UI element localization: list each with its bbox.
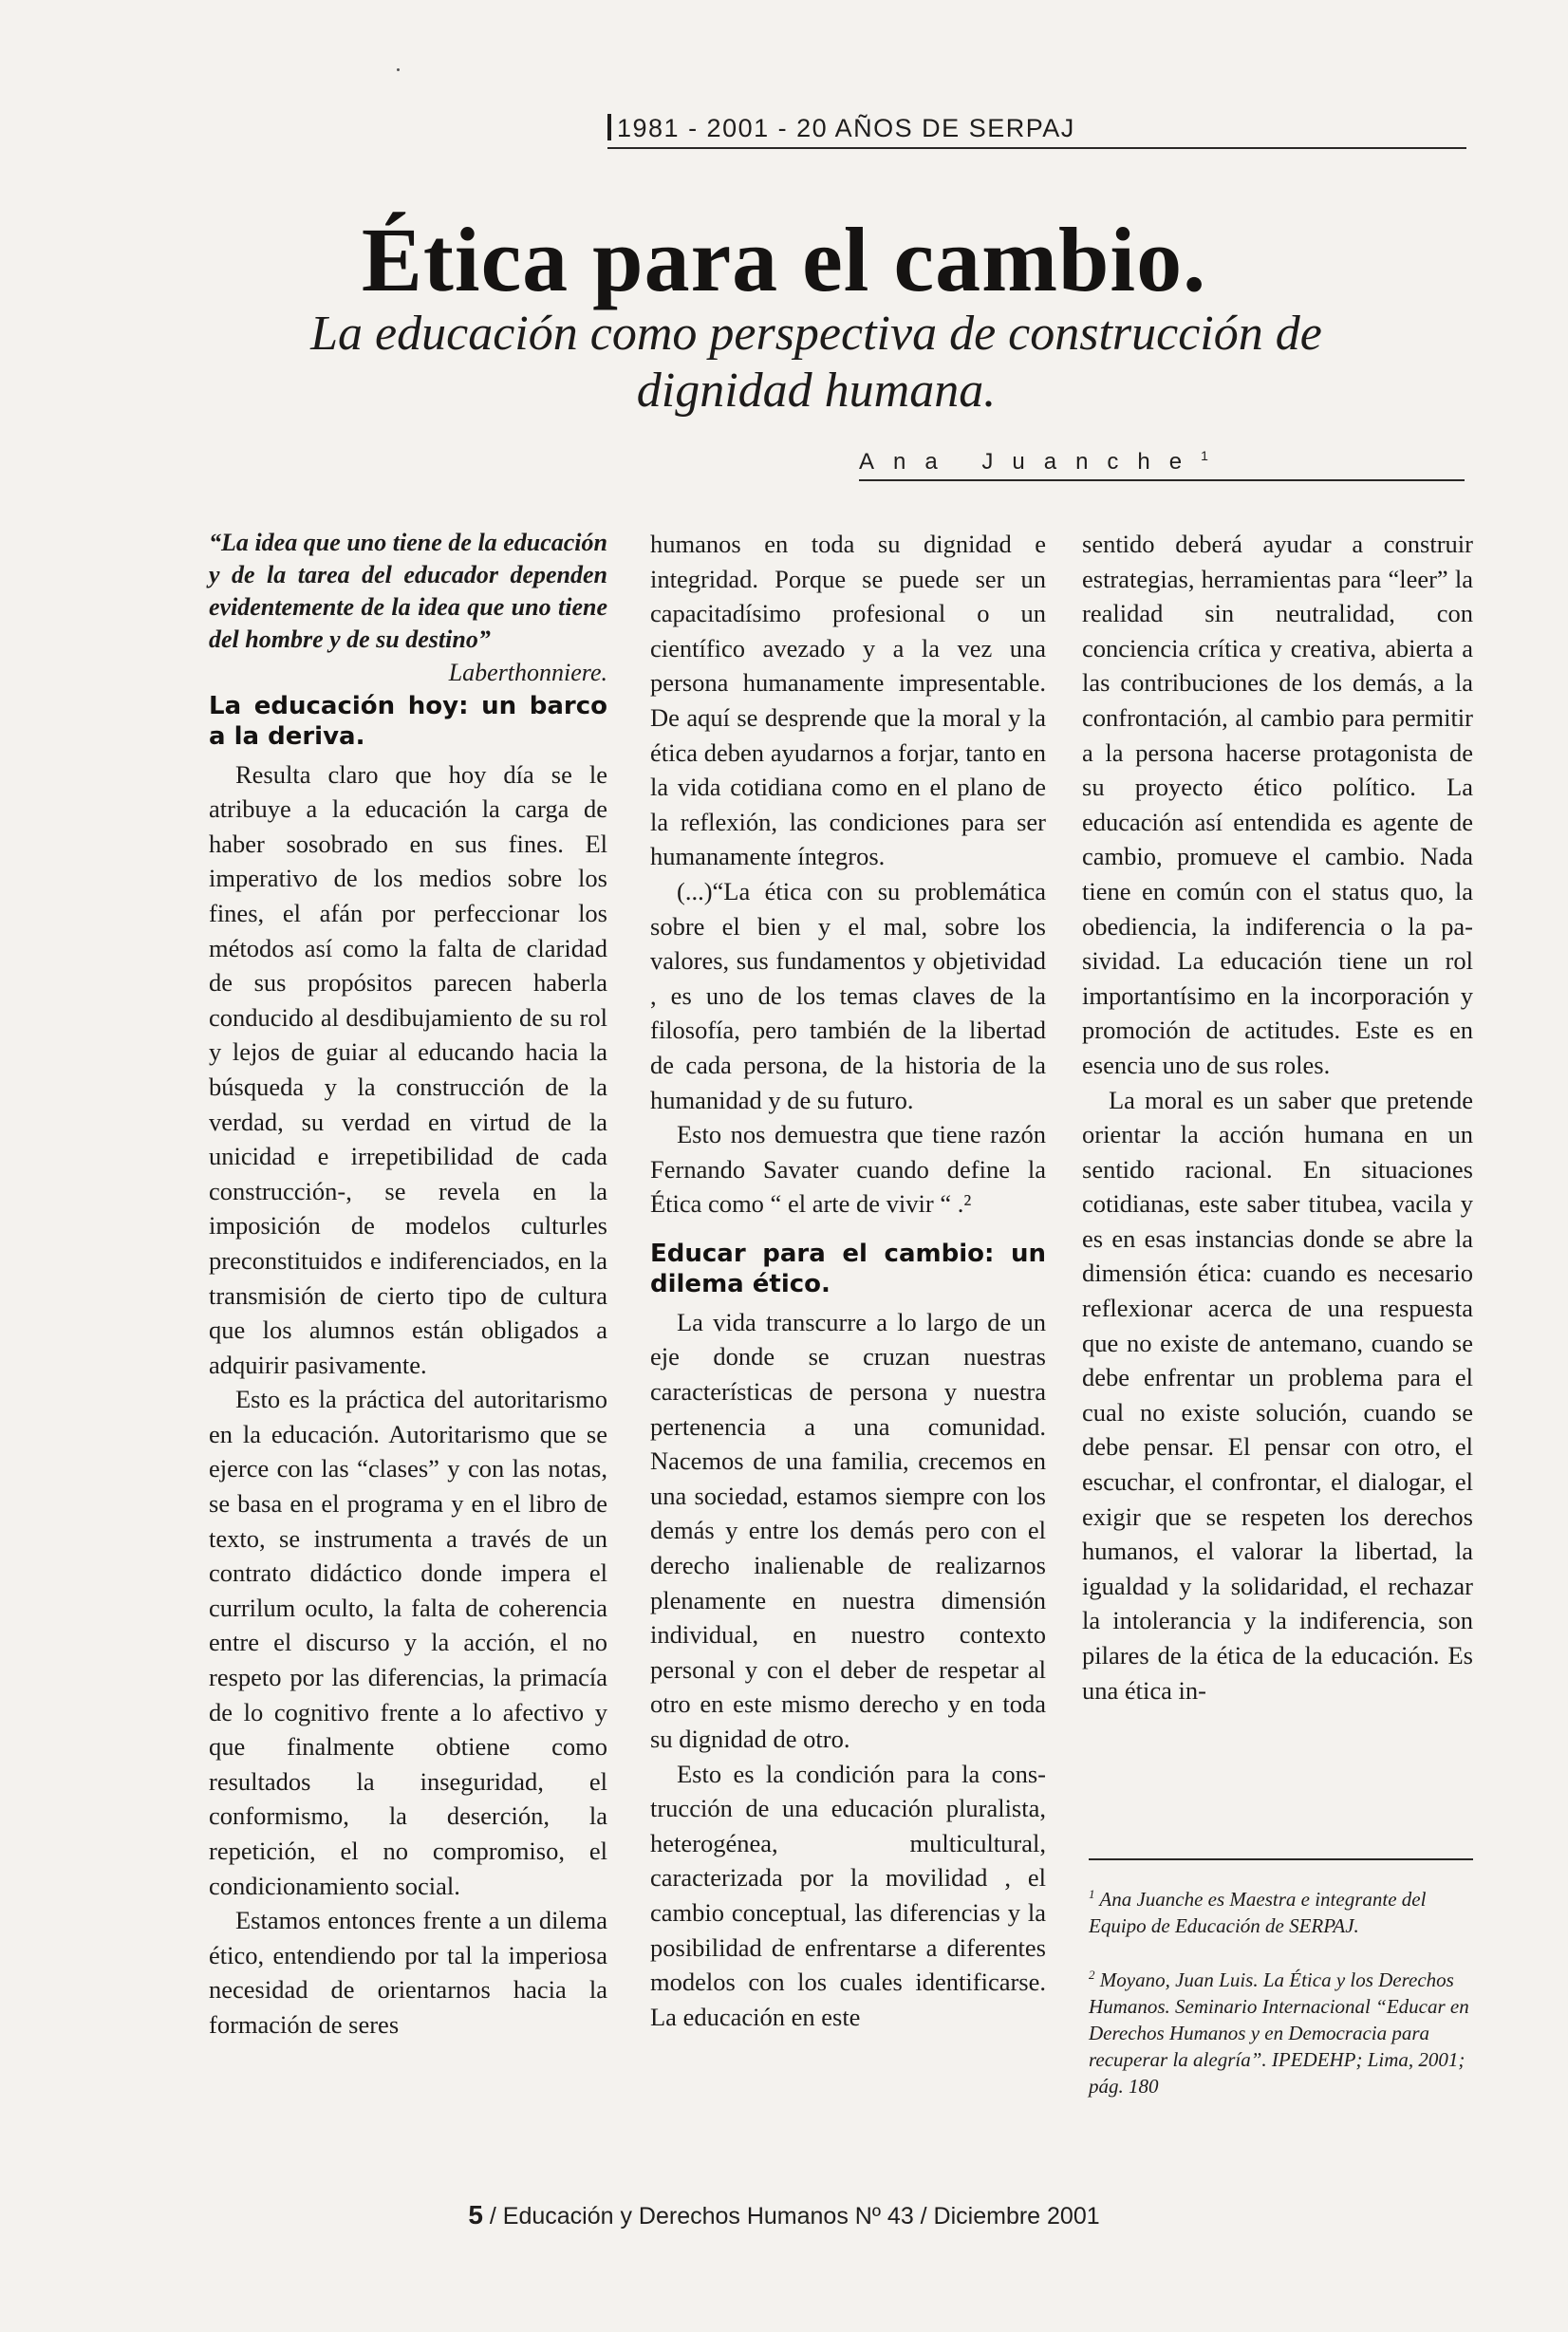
paragraph: La moral es un saber que pretende orientar la acción humana en un sentido racional. En situaciones cotidianas, este saber titubea, vacila y es en esas instancias donde se abre la dimensión ética: cuando es necesario reflexionar acerca de una respuesta que no existe de antemano, cuando se debe enfrentar un problema para el cual no existe solución, cuando se debe pensar. El pensar con otro, el escuchar, el confrontar, el dialogar, el exigir que se respeten los derechos humanos, el valorar la libertad, la igualdad y la solidaridad, el rechazar la intolerancia y la indiferencia, son pilares de la ética de la educación. Es una ética in-	[1082, 1085, 1473, 1705]
epigraph-author: Laberthonniere.	[448, 659, 607, 686]
paragraph: Esto nos demuestra que tiene razón Fernando Savater cuando define la Ética como “ el arte de vivir “ .²	[650, 1120, 1046, 1219]
epigraph-quote: “La idea que uno tiene de la educación y de la tarea del educador dependen evidentemente de la idea que uno tiene del hombre y de su destino”	[209, 529, 607, 653]
paragraph: sentido deberá ayudar a construir estrategias, herramientas para “leer” la realidad sin neutralidad, con conciencia crítica y creativa, abierta a las contribuciones de los demás, a la confrontación, al cambio para permitir a la persona hacerse protagonista de su proyecto ético político. La educación así entendida es agente de cambio, promueve el cambio. Nada tiene en común con el status quo, la obediencia, la indiferencia o la pasividad. La educación tiene un rol importantísimo en la incorporación y promoción de actitudes. Este es en esencia uno de sus roles.	[1082, 530, 1473, 1079]
column-1	[209, 527, 607, 2043]
header-rule-mark	[607, 114, 611, 140]
author-note-mark: 1	[1201, 448, 1208, 463]
footnote-text: Moyano, Juan Luis. La Ética y los Derechos Humanos. Seminario Internacional “Educar en Derechos Humanos y en Democracia para recuperar la alegría”. IPEDEHP; Lima, 2001; pág. 180	[1089, 1968, 1469, 2098]
running-header	[607, 114, 1466, 149]
column-2	[650, 527, 1046, 2034]
footnote	[1089, 1962, 1473, 2099]
publication-info: Educación y Derechos Humanos Nº 43 / Diciembre 2001	[502, 2203, 1100, 2229]
paragraph: (...)“La ética con su problemática sobre el bien y el mal, sobre los valores, sus fundamentos y objetividad , es uno de los temas claves de la filosofía, pero también de la libertad de cada persona, de la historia de la humanidad y de su futuro.	[650, 876, 1046, 1114]
paragraph: Resulta claro que hoy día se le atribuye a la educación la carga de haber sosobrado en sus fines. El imperativo de los medios sobre los fines, el afán por perfeccionar los métodos así como la falta de claridad de sus propósitos parecen haberla conducido al desdibujamiento de su rol y lejos de guiar al educando hacia la búsqueda y la construcción de la verdad, su verdad en virtud de la unicidad e irrepetibilidad de cada construcción-, se revela en la imposición de modelos culturles preconstituidos e indiferenciados, en la transmisión de cierto tipo de cultura que los alumnos están obligados a adquirir pasivamente.	[209, 759, 607, 1379]
article-subtitle: La educación como perspectiva de construcción de dignidad humana.	[310, 307, 1322, 418]
paragraph: La vida transcurre a lo largo de un eje donde se cruzan nuestras características de persona y nuestra pertenencia a una comunidad. Nacemos de una familia, crecemos en una sociedad, estamos siempre con los demás y entre los demás pero con el derecho inalienable de realizarnos plenamente en nuestra dimensión individual, en nuestro contexto personal y con el deber de respetar al otro en este mismo derecho y en toda su dignidad de otro.	[650, 1307, 1046, 1753]
paragraph: Esto es la práctica del autoritarismo en la educación. Autoritarismo que se ejerce con las “clases” y con las notas, se basa en el programa y en el libro de texto, se instrumenta a través de un contrato didáctico donde impera el currilum oculto, la falta de coherencia entre el discurso y la acción, el no respeto por las diferencias, la primacía de lo cognitivo frente a lo afectivo y que finalmente obtiene como resultados la inseguridad, el conformismo, la deserción, la repetición, el no compromiso, el condicionamiento social.	[209, 1385, 607, 1900]
footnote-text: Ana Juanche es Maestra e integrante del Equipo de Educación de SERPAJ.	[1089, 1888, 1427, 1937]
page-speck	[397, 68, 400, 71]
column-3	[1082, 527, 1473, 1707]
paragraph: Esto es la condición para la construcción de una educación pluralista, heterogénea, multicultural, caracterizada por la movilidad , el cambio conceptual, las diferencias y la posibilidad de enfrentarse a diferentes modelos con los cuales identificarse. La educación en este	[650, 1759, 1046, 2031]
paragraph: Estamos entonces frente a un dilema ético, entendiendo por tal la imperiosa necesidad de orientarnos hacia la formación de seres	[209, 1906, 607, 2039]
paragraph: humanos en toda su dignidad e integridad. Porque se puede ser un capacitadísimo profesional o un científico avezado y a la vez una persona humanamente impresentable. De aquí se desprende que la moral y la ética deben ayudarnos a forjar, tanto en la vida cotidiana como en el plano de la reflexión, las condiciones para ser humanamente íntegros.	[650, 530, 1046, 871]
section-heading: Educar para el cambio: un dilema ético.	[650, 1239, 1046, 1298]
author-byline	[859, 448, 1465, 481]
footnote	[1089, 1881, 1473, 1939]
page-footer	[0, 2200, 1568, 2230]
article-title: Ética para el cambio.	[361, 209, 1207, 310]
footnote-mark: 1	[1089, 1887, 1095, 1901]
section-heading: La educación hoy: un barco a la deriva.	[209, 691, 607, 751]
footnotes	[1089, 1858, 1473, 2122]
author-name: Ana Juanche	[859, 449, 1202, 475]
running-title: 1981 - 2001 - 20 AÑOS DE SERPAJ	[617, 114, 1075, 142]
footnote-mark: 2	[1089, 1968, 1095, 1982]
footer-separator: /	[489, 2203, 496, 2229]
page-number: 5	[468, 2200, 483, 2229]
